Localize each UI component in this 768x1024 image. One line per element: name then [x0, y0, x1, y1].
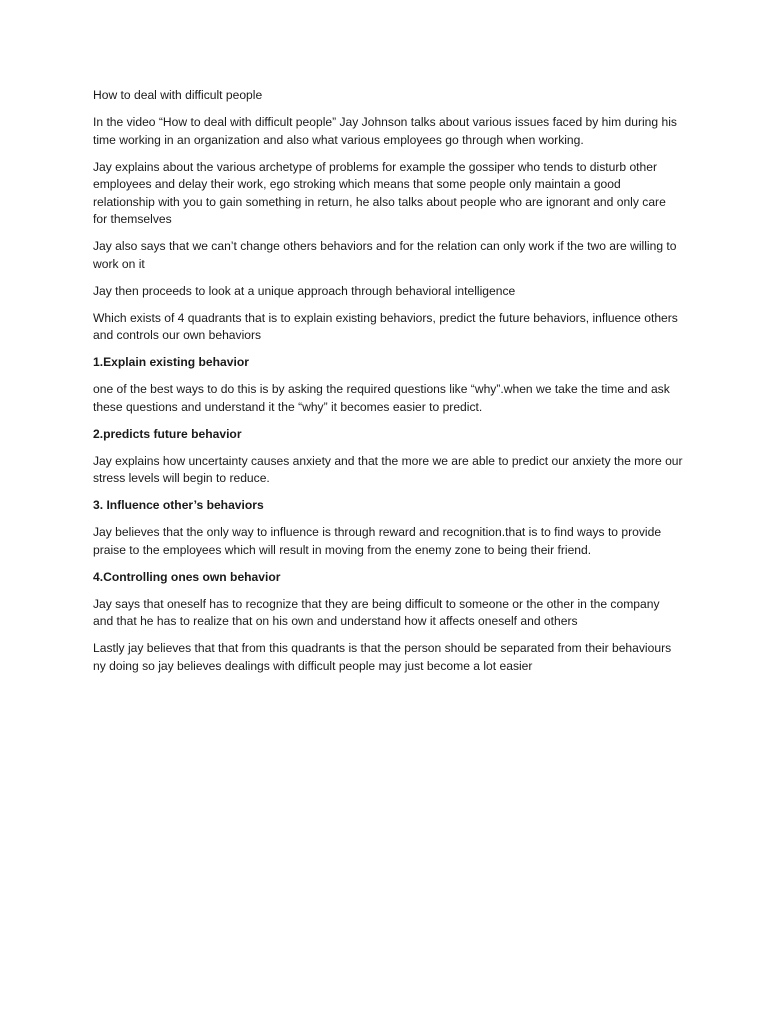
paragraph-intro: In the video “How to deal with difficult people” Jay Johnson talks about various issues faced by him during his time working in an organization and also what various employees go through when working. — [93, 115, 677, 147]
paragraph-predict-behavior: Jay explains how uncertainty causes anxiety and that the more we are able to predict our anxiety the more our stress levels will begin to reduce. — [93, 453, 683, 485]
paragraph-behavioral-intelligence: Jay then proceeds to look at a unique approach through behavioral intelligence — [93, 283, 516, 298]
heading-explain-behavior: 1.Explain existing behavior — [93, 355, 249, 369]
paragraph-controlling-behavior: Jay says that oneself has to recognize that they are being difficult to someone or the other in the company and that he has to realize that on his own and understand how it affects oneself and others — [93, 596, 660, 628]
heading-influence-behaviors: 3. Influence other’s behaviors — [93, 498, 264, 512]
document-title: How to deal with difficult people — [93, 88, 263, 102]
paragraph-influence-behaviors: Jay believes that the only way to influence is through reward and recognition.that is to find ways to provide praise to the employees which will result in moving from the enemy zone to being their friend. — [93, 525, 662, 557]
paragraph-conclusion: Lastly jay believes that that from this quadrants is that the person should be separated from their behaviours ny doing so jay believes dealings with difficult people may just become a lot easier — [93, 641, 672, 673]
paragraph-change-behaviors: Jay also says that we can’t change others behaviors and for the relation can only work if the two are willing to work on it — [93, 239, 677, 271]
paragraph-explain-behavior: one of the best ways to do this is by asking the required questions like “why”.when we take the time and ask these questions and understand it the “why” it becomes easier to predict. — [93, 382, 670, 414]
paragraph-quadrants: Which exists of 4 quadrants that is to explain existing behaviors, predict the future behaviors, influence others and controls our own behaviors — [93, 310, 678, 342]
heading-controlling-behavior: 4.Controlling ones own behavior — [93, 569, 281, 584]
paragraph-archetypes: Jay explains about the various archetype of problems for example the gossiper who tends to disturb other employees and delay their work, ego stroking which means that some people only maintain a good relationship with you to gain something in return, he also talks about people who are ignorant and only care for themselves — [93, 159, 666, 226]
document-body — [93, 87, 683, 685]
heading-predict-behavior: 2.predicts future behavior — [93, 426, 242, 441]
